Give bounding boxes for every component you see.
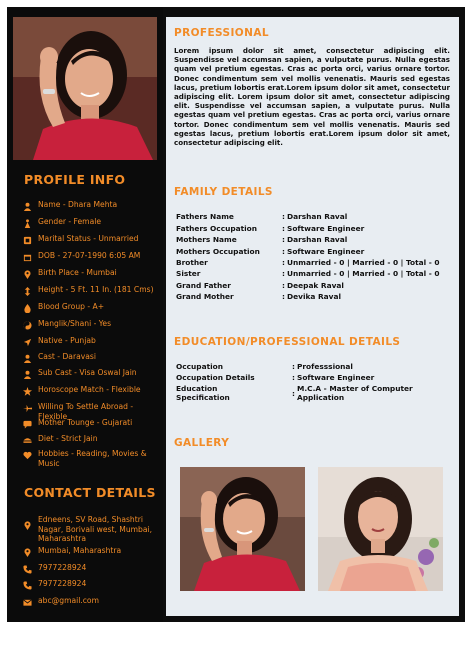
contact-item-address	[22, 515, 162, 544]
blood-drop-icon	[22, 303, 32, 313]
profile-item-text: Height - 5 Ft. 11 In. (181 Cms)	[38, 285, 154, 294]
separator: :	[282, 269, 285, 278]
family-value: Software Engineer	[287, 224, 365, 233]
family-label: Fathers Occupation	[176, 224, 258, 233]
food-icon	[22, 435, 32, 445]
family-label: Grand Father	[176, 281, 231, 290]
profile-item-birth-place	[22, 268, 162, 279]
profile-item-text: Hobbies - Reading, Movies & Music	[38, 449, 147, 468]
family-label: Sister	[176, 269, 201, 278]
caste-icon	[22, 369, 32, 379]
profile-item-blood-group	[22, 302, 162, 313]
family-value: Unmarried - 0 | Married - 0 | Total - 0	[287, 269, 440, 278]
contact-item-text: Edneens, SV Road, Shashtri Nagar, Borivali west, Mumbai, Maharashtra	[38, 515, 153, 543]
profile-item-text: Mother Tounge - Gujarati	[38, 418, 133, 427]
profile-item-name	[22, 200, 162, 211]
profile-item-dob	[22, 251, 162, 262]
family-label: Fathers Name	[176, 212, 234, 221]
yin-yang-icon	[22, 320, 32, 330]
family-label: Grand Mother	[176, 292, 234, 301]
education-heading: EDUCATION/PROFESSIONAL DETAILS	[174, 336, 401, 348]
profile-item-manglik	[22, 319, 162, 330]
height-icon	[22, 286, 32, 296]
phone-icon	[22, 580, 32, 590]
star-icon	[22, 386, 32, 396]
professional-heading: PROFESSIONAL	[174, 27, 269, 39]
phone-icon	[22, 564, 32, 574]
profile-item-text: Blood Group - A+	[38, 302, 105, 311]
separator: :	[282, 258, 285, 267]
profile-item-diet	[22, 434, 162, 445]
calendar-icon	[22, 252, 32, 262]
contact-item-text: 7977228924	[38, 579, 87, 588]
contact-item-text: 7977228924	[38, 563, 87, 572]
professional-text: Lorem ipsum dolor sit amet, consectetur adipiscing elit. Suspendisse vel accumsan sapien, a vulputate purus. Nulla egestas quam vel pretium egestas. Cras ac porta orci, varius ornare tortor. Donec condimentum sem vel mollis venenatis. Mauris sed egestas lacus, pretium lobortis erat.Lorem ipsum dolor sit amet, consectetur adipiscing elit. Lorem ipsum dolor sit amet, consectetur adipiscing elit. Suspendisse vel accumsan sapien, a vulputate purus. Nulla egestas quam vel pretium egestas. Cras ac porta orci, varius ornare tortor. Donec condimentum sem vel mollis venenatis. Mauris sed egestas lacus, pretium lobortis erat.Lorem ipsum dolor sit amet, consectetur adipiscing elit.	[174, 46, 450, 148]
family-label: Mothers Occupation	[176, 247, 260, 256]
family-value: Deepak Raval	[287, 281, 344, 290]
heart-icon	[22, 450, 32, 460]
separator: :	[282, 281, 285, 290]
profile-item-text: Willing To Settle Abroad - Flexible	[38, 402, 134, 421]
contact-item-text: Mumbai, Maharashtra	[38, 546, 122, 555]
caste-icon	[22, 353, 32, 363]
profile-photo	[13, 17, 157, 160]
gender-icon	[22, 218, 32, 228]
profile-item-text: Name - Dhara Mehta	[38, 200, 118, 209]
profile-item-mother-tongue	[22, 418, 162, 429]
contact-item-phone-2[interactable]	[22, 579, 162, 590]
profile-item-sub-cast	[22, 368, 162, 379]
family-value: Devika Raval	[287, 292, 341, 301]
family-value: Darshan Raval	[287, 212, 348, 221]
separator: :	[282, 212, 285, 221]
profile-item-text: Native - Punjab	[38, 336, 96, 345]
profile-item-native	[22, 336, 162, 347]
contact-item-city	[22, 546, 162, 557]
person-icon	[22, 201, 32, 211]
contact-details-heading: CONTACT DETAILS	[24, 485, 156, 500]
gallery-photo[interactable]	[180, 467, 305, 591]
location-pin-icon	[22, 547, 32, 557]
education-label: Education Specification	[176, 384, 230, 402]
education-value: M.C.A - Master of Computer Application	[297, 384, 413, 402]
profile-item-cast	[22, 352, 162, 363]
education-value: Software Engineer	[297, 373, 375, 382]
profile-item-text: Marital Status - Unmarried	[38, 234, 139, 243]
separator: :	[282, 247, 285, 256]
education-label: Occupation Details	[176, 373, 255, 382]
education-value: Professsional	[297, 362, 353, 371]
profile-item-text: Cast - Daravasi	[38, 352, 96, 361]
gallery-photo[interactable]	[318, 467, 443, 591]
gallery-heading: GALLERY	[174, 437, 230, 449]
separator: :	[292, 373, 295, 382]
profile-info-heading: PROFILE INFO	[24, 172, 126, 187]
ring-icon	[22, 235, 32, 245]
navigation-icon	[22, 337, 32, 347]
family-value: Software Engineer	[287, 247, 365, 256]
family-label: Brother	[176, 258, 208, 267]
contact-item-text: abc@gmail.com	[38, 596, 99, 605]
separator: :	[282, 224, 285, 233]
family-value: Darshan Raval	[287, 235, 348, 244]
plane-icon	[22, 403, 32, 413]
family-label: Mothers Name	[176, 235, 237, 244]
profile-item-text: Birth Place - Mumbai	[38, 268, 117, 277]
separator: :	[292, 389, 295, 398]
profile-item-marital-status	[22, 234, 162, 245]
family-details-heading: FAMILY DETAILS	[174, 186, 273, 198]
education-label: Occupation	[176, 362, 223, 371]
profile-item-gender	[22, 217, 162, 228]
separator: :	[292, 362, 295, 371]
separator: :	[282, 235, 285, 244]
family-value: Unmarried - 0 | Married - 0 | Total - 0	[287, 258, 440, 267]
chat-icon	[22, 419, 32, 429]
profile-item-text: Manglik/Shani - Yes	[38, 319, 112, 328]
contact-item-email[interactable]	[22, 596, 162, 607]
profile-item-text: Gender - Female	[38, 217, 102, 226]
mail-icon	[22, 597, 32, 607]
profile-item-hobbies	[22, 449, 162, 468]
location-pin-icon	[22, 269, 32, 279]
profile-item-text: DOB - 27-07-1990 6:05 AM	[38, 251, 141, 260]
profile-item-height	[22, 285, 162, 296]
profile-item-text: Sub Cast - Visa Oswal Jain	[38, 368, 137, 377]
location-pin-icon	[22, 520, 32, 530]
profile-item-horoscope	[22, 385, 162, 396]
profile-item-text: Horoscope Match - Flexible	[38, 385, 141, 394]
contact-item-phone-1[interactable]	[22, 563, 162, 574]
profile-item-text: Diet - Strict Jain	[38, 434, 98, 443]
separator: :	[282, 292, 285, 301]
